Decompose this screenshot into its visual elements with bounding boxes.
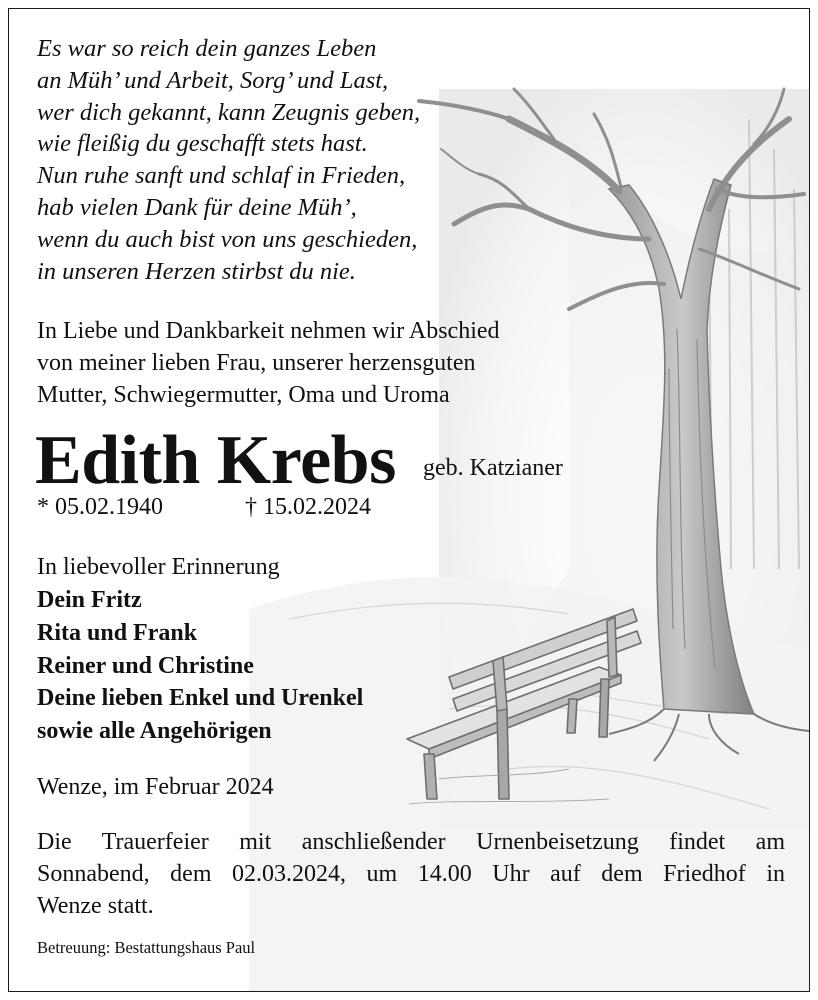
birth-name: geb. Katzianer	[423, 455, 563, 481]
funeral-line: Die Trauerfeier mit anschließender Urnenbeisetzung findet am	[37, 829, 785, 855]
deceased-name: Edith Krebs	[35, 422, 396, 499]
mourner: Dein Fritz	[37, 587, 142, 613]
mourners-list	[37, 584, 363, 748]
intro-line: Mutter, Schwiegermutter, Oma und Uroma	[37, 382, 450, 408]
mourner: Reiner und Christine	[37, 652, 254, 679]
poem-line: an Müh’ und Arbeit, Sorg’ und Last,	[37, 66, 389, 94]
mourner: Rita und Frank	[37, 619, 198, 646]
poem-line: in unseren Herzen stirbst du nie.	[37, 257, 356, 285]
death-date: † 15.02.2024	[245, 494, 371, 520]
funeral-notice	[37, 826, 785, 922]
intro-line: von meiner lieben Frau, unserer herzensguten	[37, 350, 476, 376]
birth-date: * 05.02.1940	[37, 494, 163, 520]
funeral-line: Sonnabend, dem 02.03.2024, um 14.00 Uhr auf dem Friedhof in	[37, 861, 785, 887]
poem	[37, 33, 420, 287]
intro-line: In Liebe und Dankbarkeit nehmen wir Abschied	[37, 318, 500, 344]
funeral-home-credit: Betreuung: Bestattungshaus Paul	[37, 938, 256, 957]
obituary-card	[8, 8, 810, 992]
funeral-line: Wenze statt.	[37, 893, 154, 919]
farewell-intro	[37, 315, 500, 411]
poem-line: wie fleißig du geschafft stets hast.	[37, 130, 368, 158]
poem-line: Es war so reich dein ganzes Leben	[37, 35, 377, 62]
poem-line: wer dich gekannt, kann Zeugnis geben,	[37, 98, 421, 126]
mourner: Deine lieben Enkel und Urenkel	[37, 685, 364, 712]
memory-line: In liebevoller Erinnerung	[37, 554, 280, 580]
poem-line: hab vielen Dank für deine Müh’,	[37, 193, 357, 221]
poem-line: wenn du auch bist von uns geschieden,	[37, 225, 418, 253]
mourner: sowie alle Angehörigen	[37, 718, 272, 745]
poem-line: Nun ruhe sanft und schlaf in Frieden,	[37, 162, 406, 190]
place-and-date: Wenze, im Februar 2024	[37, 774, 274, 800]
